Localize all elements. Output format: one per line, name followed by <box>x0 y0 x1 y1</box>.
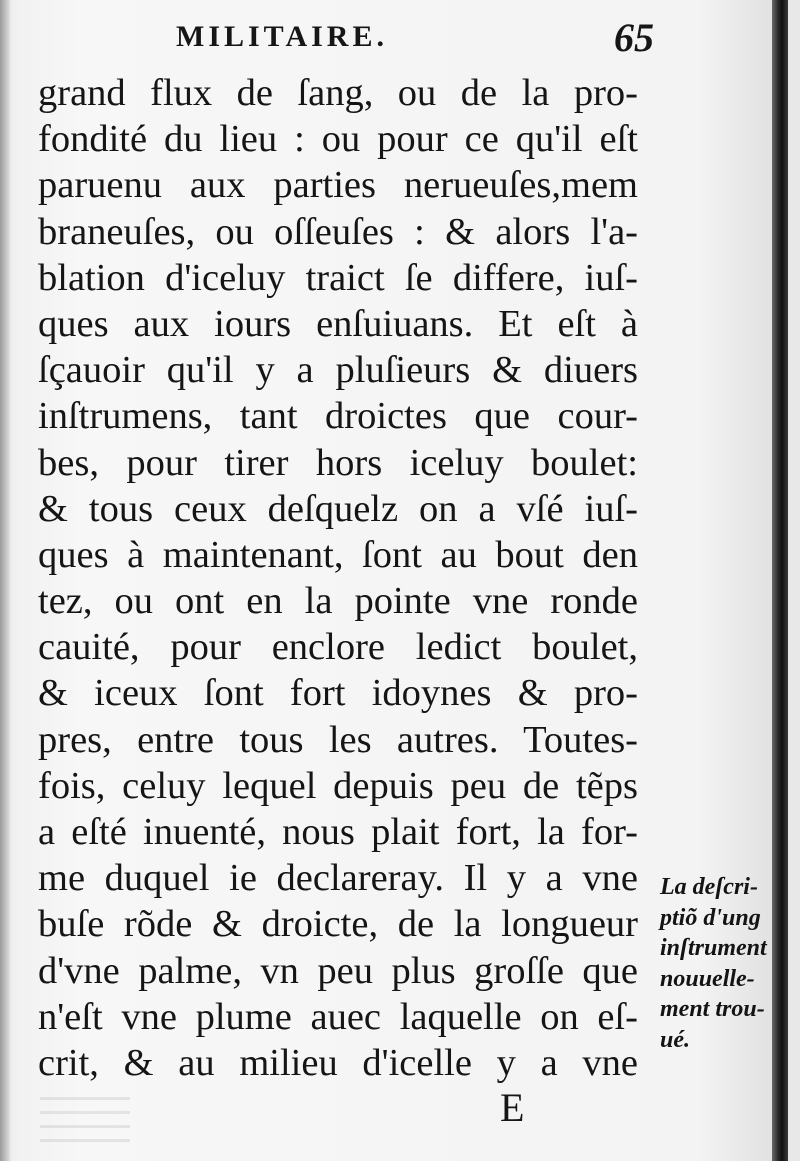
margin-note-line: nouuelle- <box>660 965 755 992</box>
text-line: tez, ou ont en la pointe vne ronde <box>38 580 638 623</box>
text-line: n'eſt vne plume auec laquelle on eſ- <box>38 995 638 1038</box>
text-line: grand flux de ſang, ou de la pro- <box>38 72 638 114</box>
text-line: me duquel ie declareray. Il y a vne <box>38 857 638 900</box>
text-line: fois, celuy lequel depuis peu de tẽps <box>38 764 638 807</box>
page-header <box>40 14 660 60</box>
margin-note-line: ptiõ d'ung <box>660 904 761 931</box>
text-line: crit, & au milieu d'icelle y a vne <box>38 1041 638 1084</box>
text-line: & tous ceux deſquelz on a vſé iuſ- <box>38 487 638 530</box>
text-line: buſe rõde & droicte, de la longueur <box>38 903 638 946</box>
text-line: blation d'iceluy traict ſe differe, iuſ- <box>38 256 638 299</box>
text-line: braneuſes, ou oſſeuſes : & alors l'a- <box>38 210 638 253</box>
margin-note-line: ment trou- <box>660 996 765 1022</box>
margin-note-line: inſtrument <box>660 935 767 961</box>
text-line: inſtrumens, tant droictes que cour- <box>38 395 638 438</box>
text-line: pres, entre tous les autres. Toutes- <box>38 718 638 761</box>
margin-note <box>660 872 788 1055</box>
running-head: MILITAIRE. <box>176 20 388 53</box>
signature-mark: E <box>500 1085 525 1130</box>
next-page-edge <box>788 0 800 1161</box>
text-line: ques aux iours enſuiuans. Et eſt à <box>38 302 638 345</box>
text-line: ſçauoir qu'il y a pluſieurs & diuers <box>38 349 638 392</box>
gutter-shadow <box>0 0 10 1161</box>
bleed-through-text <box>40 1092 130 1142</box>
page-number: 65 <box>614 15 654 60</box>
text-line: & iceux ſont fort idoynes & pro- <box>38 672 638 715</box>
text-line: bes, pour tirer hors iceluy boulet: <box>38 441 638 484</box>
margin-note-line: ué. <box>660 1026 690 1053</box>
margin-note-line: La deſcri- <box>660 874 758 900</box>
text-line: paruenu aux parties nerueuſes,mem <box>38 164 638 207</box>
text-line: a eſté inuenté, nous plait fort, la for- <box>38 811 638 853</box>
body-text <box>38 70 638 1086</box>
text-line: fondité du lieu : ou pour ce qu'il eſt <box>38 118 638 161</box>
text-line: d'vne palme, vn peu plus groſſe que <box>38 949 638 992</box>
text-line: cauité, pour enclore ledict boulet, <box>38 626 638 669</box>
text-line: ques à maintenant, ſont au bout den <box>38 533 638 576</box>
